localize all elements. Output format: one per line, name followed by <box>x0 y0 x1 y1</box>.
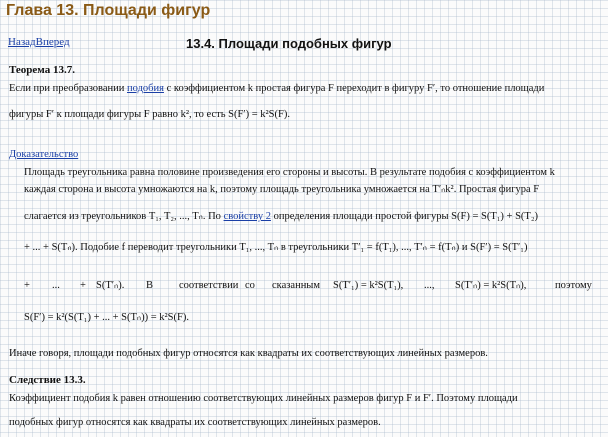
proof-line-5-formula-b: S(T′₁) = k²S(T₁), <box>333 280 404 291</box>
nav-back-link[interactable]: Назад <box>8 36 36 48</box>
navigation <box>8 36 70 48</box>
proof-line-5-word-c: со <box>245 280 255 291</box>
theorem-line-2: фигуры F′ к площади фигуры F равно k², то есть S(F′) = k²S(F). <box>9 109 290 120</box>
section-title: 13.4. Площади подобных фигур <box>186 36 392 51</box>
proof-line-5-word-e: поэтому <box>555 280 592 291</box>
proof-line-4: + ... + S(Tₙ). Подобие f переводит треугольники T₁, ..., Tₙ в треугольники T′₁ = f(T₁), ..., T′ₙ = f(Tₙ) и S(F′) = S(T′₁) <box>24 242 528 253</box>
theorem-title: Теорема 13.7. <box>9 64 75 76</box>
proof-line-6: S(F′) = k²(S(T₁) + ... + S(Tₙ)) = k²S(F). <box>24 312 189 323</box>
proof-line-5-plus1: + <box>24 280 30 291</box>
nav-forward-link[interactable]: Вперед <box>35 36 70 48</box>
proof-line-5-dots: ... <box>52 280 60 291</box>
proof-line-5-word-d: сказанным <box>272 280 321 291</box>
proof-line-5-word-b: соответствии <box>179 280 239 291</box>
similarity-link[interactable]: подобия <box>127 83 164 94</box>
property-2-link[interactable]: свойству 2 <box>223 211 271 222</box>
theorem-text-post: с коэффициентом k простая фигура F переходит в фигуру F′, то отношение площади <box>163 83 545 94</box>
summary-text: Иначе говоря, площади подобных фигур относятся как квадраты их соответствующих линейных размеров. <box>9 348 488 359</box>
proof-link[interactable]: Доказательство <box>9 149 79 160</box>
proof-line-1: Площадь треугольника равна половине произведения его стороны и высоты. В результате подобия с коэффициентом k <box>24 167 555 178</box>
chapter-title: Глава 13. Площади фигур <box>6 2 211 19</box>
proof-line-3-pre: слагается из треугольников T₁, T₂, ..., Tₙ. По <box>24 211 224 222</box>
proof-line-5-dots-2: ..., <box>424 280 435 291</box>
proof-line-5-formula-c: S(T′ₙ) = k²S(Tₙ), <box>455 280 527 291</box>
proof-line-5-word-a: В <box>146 280 154 291</box>
proof-line-3-post: определения площади простой фигуры S(F) = S(T₁) + S(T₂) <box>270 211 538 222</box>
proof-line-5-formula-a: S(T′ₙ). <box>96 280 125 291</box>
corollary-line-2: подобных фигур относятся как квадраты их соответствующих линейных размеров. <box>9 417 381 428</box>
corollary-line-1: Коэффициент подобия k равен отношению соответствующих линейных размеров фигур F и F′. Поэтому площади <box>9 393 518 404</box>
proof-link-row <box>9 148 78 161</box>
corollary-title: Следствие 13.3. <box>9 374 86 386</box>
theorem-text-pre: Если при преобразовании <box>9 83 128 94</box>
theorem-line-1 <box>9 82 544 95</box>
proof-line-2: каждая сторона и высота умножаются на k, поэтому площадь треугольника умножается на T′ₙk². Простая фигура F <box>24 184 540 195</box>
proof-line-3 <box>24 210 538 223</box>
proof-line-5-plus2: + <box>80 280 86 291</box>
